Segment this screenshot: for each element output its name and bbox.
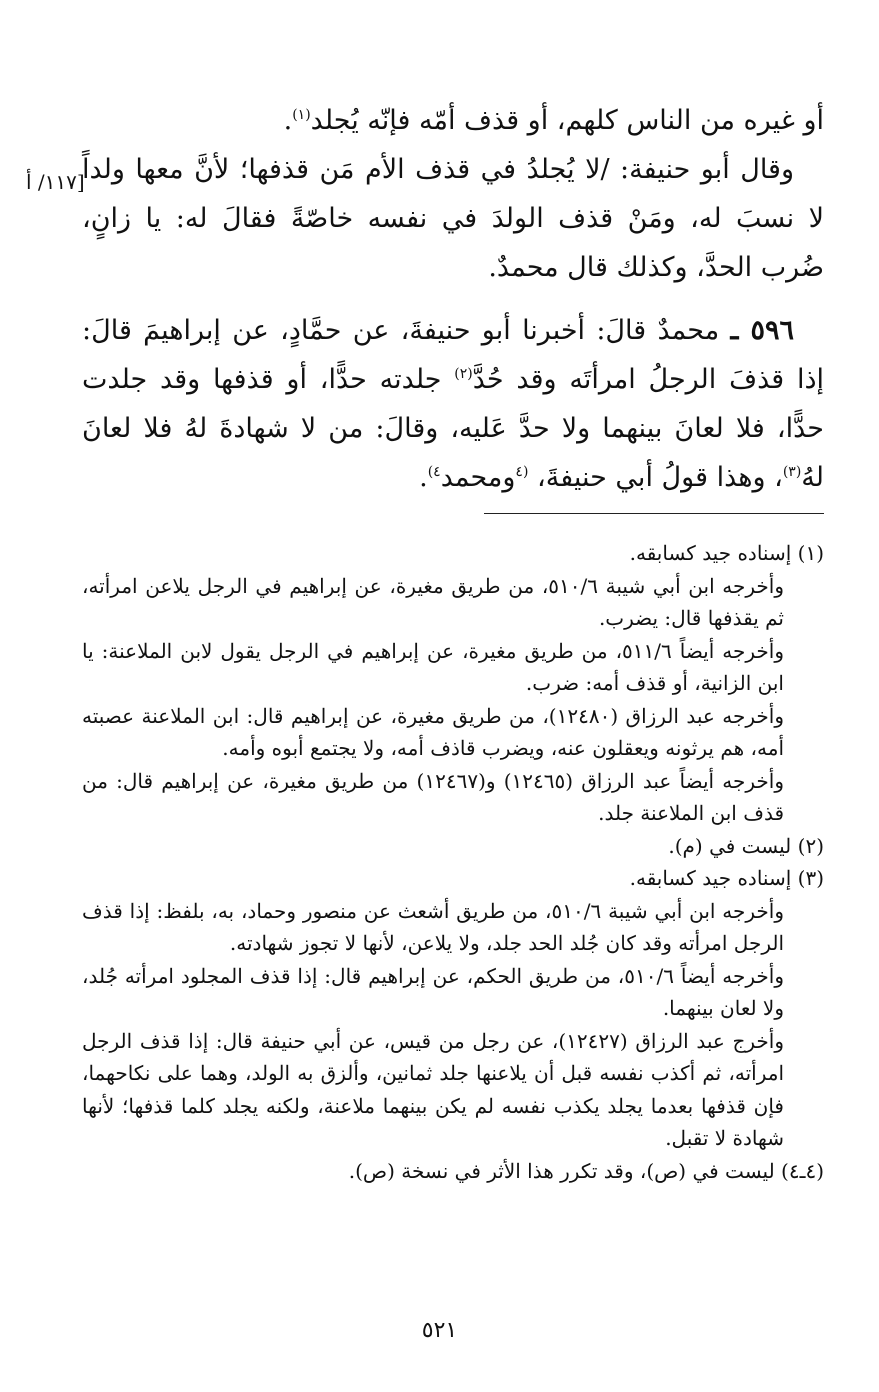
footnote-1-entry: وأخرجه عبد الرزاق (١٢٤٨٠)، من طريق مغيرة، عن إبراهيم قال: ابن الملاعنة عصبته أمه، هم يرثونه ويعقلون عنه، ويضرب قاذف أمه، ولا يجتمع أبوه وأمه. <box>82 703 784 760</box>
footnote-ref-1[interactable]: (١) <box>292 107 311 123</box>
main-text <box>82 96 824 502</box>
footnote-ref-4-close[interactable]: ٤) <box>427 464 441 480</box>
footnote-ref-4-open[interactable]: (٤ <box>515 464 529 480</box>
footnotes <box>82 537 824 1187</box>
footnote-3-heading: (٣) إسناده جيد كسابقه. <box>629 866 824 890</box>
footnote-3-entry: وأخرجه أيضاً ٥١٠/٦، من طريق الحكم، عن إبراهيم قال: إذا قذف المجلود امرأته جُلد، ولا لعان بينهما. <box>82 963 784 1020</box>
page-number: ٥٢١ <box>421 1318 458 1343</box>
footnote-3-entry: وأخرج عبد الرزاق (١٢٤٢٧)، عن رجل من قيس، عن أبي حنيفة قال: إذا قذف الرجل امرأته، ثم أكذب نفسه قبل أن يلاعنها جلد ثمانين، وألزق به الولد، وهما على نكاحهما، فإن قذفها بعدما يجلد يكذب نفسه لم يكن بينهما ملاعنة، ولكنه يجلد كلما قذفها؛ لأنها شهادة لا تقبل. <box>82 1028 784 1150</box>
hadith-number: ٥٩٦ ـ <box>730 315 794 346</box>
footnote-4: (٤ـ٤) ليست في (ص)، وقد تكرر هذا الأثر في نسخة (ص). <box>348 1158 824 1183</box>
footnote-1-heading: (١) إسناده جيد كسابقه. <box>629 541 824 565</box>
footnote-ref-2[interactable]: (٢) <box>454 366 473 382</box>
abu-hanifa-paragraph: وقال أبو حنيفة: /لا يُجلدُ في قذف الأم مَن قذفها؛ لأنَّ معها ولداً لا نسبَ له، ومَنْ قذف الولدَ في نفسه خاصّةً فقالَ له: يا زانٍ، ضُرب الحدَّ، وكذلك قال محمدٌ. <box>82 154 824 283</box>
footnote-2: (٢) ليست في (م). <box>668 833 824 858</box>
footnote-3-entry: وأخرجه ابن أبي شيبة ٥١٠/٦، من طريق أشعث عن منصور وحماد، به، بلفظ: إذا قذف الرجل امرأته وقد كان جُلد الحد جلد، ولا يلاعن، لأنها لا تجوز شهادته. <box>82 898 784 955</box>
footnote-1-entry: وأخرجه أيضاً ٥١١/٦، من طريق مغيرة، عن إبراهيم في الرجل يقول لابن الملاعنة: يا ابن الزانية، أو قذف أمه: ضرب. <box>82 638 784 695</box>
hadith-596-paragraph: ٥٩٦ ـ محمدٌ قالَ: أخبرنا أبو حنيفةَ، عن حمَّادٍ، عن إبراهيمَ قالَ: إذا قذفَ الرجلُ امرأتَه وقد حُدَّ$^{(٢)}$ جلدته حدًّا، أو قذفها وقد جلدت حدًّا، فلا لعانَ بينهما ولا حدَّ عَليه، وقالَ: من لا شهادةَ لهُ فلا لعانَ لهُ$^{(٣)}$، وهذا قولُ أبي حنيفةَ، $^{(٤}$ومحمد$^{٤)}$. <box>82 315 824 493</box>
footnote-ref-3[interactable]: (٣) <box>782 464 802 480</box>
book-page: [١١٧/ أ أو غيره من الناس كلهم، أو قذف أمّه فإنّه يُجلد$^{(١)}$. وقال أبو حنيفة: /لا يُجلدُ في قذف الأم مَن قذفها؛ لأنَّ معها ولداً لا نسبَ له، ومَنْ قذف الولدَ في نفسه خاصّةً فقالَ له: يا زانٍ، ضُرب الحدَّ، وكذلك قال محمدٌ. ٥٩٦ ـ محمدٌ قالَ: أخبرنا أبو حنيفةَ، عن حمَّادٍ، عن إبراهيمَ قالَ: إذا قذفَ الرجلُ امرأتَه وقد حُدَّ$^{(٢)}$ جلدته حدًّا، أو قذفها وقد جلدت حدًّا، فلا لعانَ بينهما ولا حدَّ عَليه، وقالَ: من لا شهادةَ لهُ فلا لعانَ لهُ$^{(٣)}$، وهذا قولُ أبي حنيفةَ، $^{(٤}$ومحمد$^{٤)}$. (١) إسناده جيد كسابقه. وأخرجه ابن أبي شيبة ٥١٠/٦، من طريق مغيرة، عن إبراهيم في الرجل يلاعن امرأته، ثم يقذفها قال: يضرب. وأخرجه أيضاً ٥١١/٦، من طريق مغيرة، عن إبراهيم في الرجل يقول لابن الملاعنة: يا ابن الزانية، أو قذف أمه: ضرب. وأخرجه عبد الرزاق (١٢٤٨٠)، من طريق مغيرة، عن إبراهيم قال: ابن الملاعنة عصبته أمه، هم يرثونه ويعقلون عنه، ويضرب قاذف أمه، ولا يجتمع أبوه وأمه. وأخرجه أيضاً عبد الرزاق (١٢٤٦٥) و(١٢٤٦٧) من طريق مغيرة، عن إبراهيم قال: من قذف ابن الملاعنة جلد. (٢) ليست في (م). (٣) إسناده جيد كسابقه. وأخرجه ابن أبي شيبة ٥١٠/٦، من طريق أشعث عن منصور وحماد، به، بلفظ: إذا قذف الرجل امرأته وقد كان جُلد الحد جلد، ولا يلاعن، لأنها لا تجوز شهادته. وأخرجه أيضاً ٥١٠/٦، من طريق الحكم، عن إبراهيم قال: إذا قذف المجلود امرأته جُلد، ولا لعان بينهما. وأخرج عبد الرزاق (١٢٤٢٧)، عن رجل من قيس، عن أبي حنيفة قال: إذا قذف الرجل امرأته، ثم أكذب نفسه قبل أن يلاعنها جلد ثمانين، وألزق به الولد، وهما على نكاحهما، فإن قذفها بعدما يجلد يكذب نفسه لم يكن بينهما ملاعنة، ولكنه يجلد كلما قذفها؛ لأنها شهادة لا تقبل. (٤ـ٤) ليست في (ص)، وقد تكرر هذا الأثر في نسخة (ص). ٥٢١ <box>0 0 879 1392</box>
footnote-separator <box>484 513 824 514</box>
footnote-1-entry: وأخرجه ابن أبي شيبة ٥١٠/٦، من طريق مغيرة، عن إبراهيم في الرجل يلاعن امرأته، ثم يقذفها قال: يضرب. <box>82 573 784 630</box>
footnote-1-entry: وأخرجه أيضاً عبد الرزاق (١٢٤٦٥) و(١٢٤٦٧) من طريق مغيرة، عن إبراهيم قال: من قذف ابن الملاعنة جلد. <box>82 768 784 825</box>
continuation-line: أو غيره من الناس كلهم، أو قذف أمّه فإنّه يُجلد$^{(١)}$. <box>283 105 824 136</box>
